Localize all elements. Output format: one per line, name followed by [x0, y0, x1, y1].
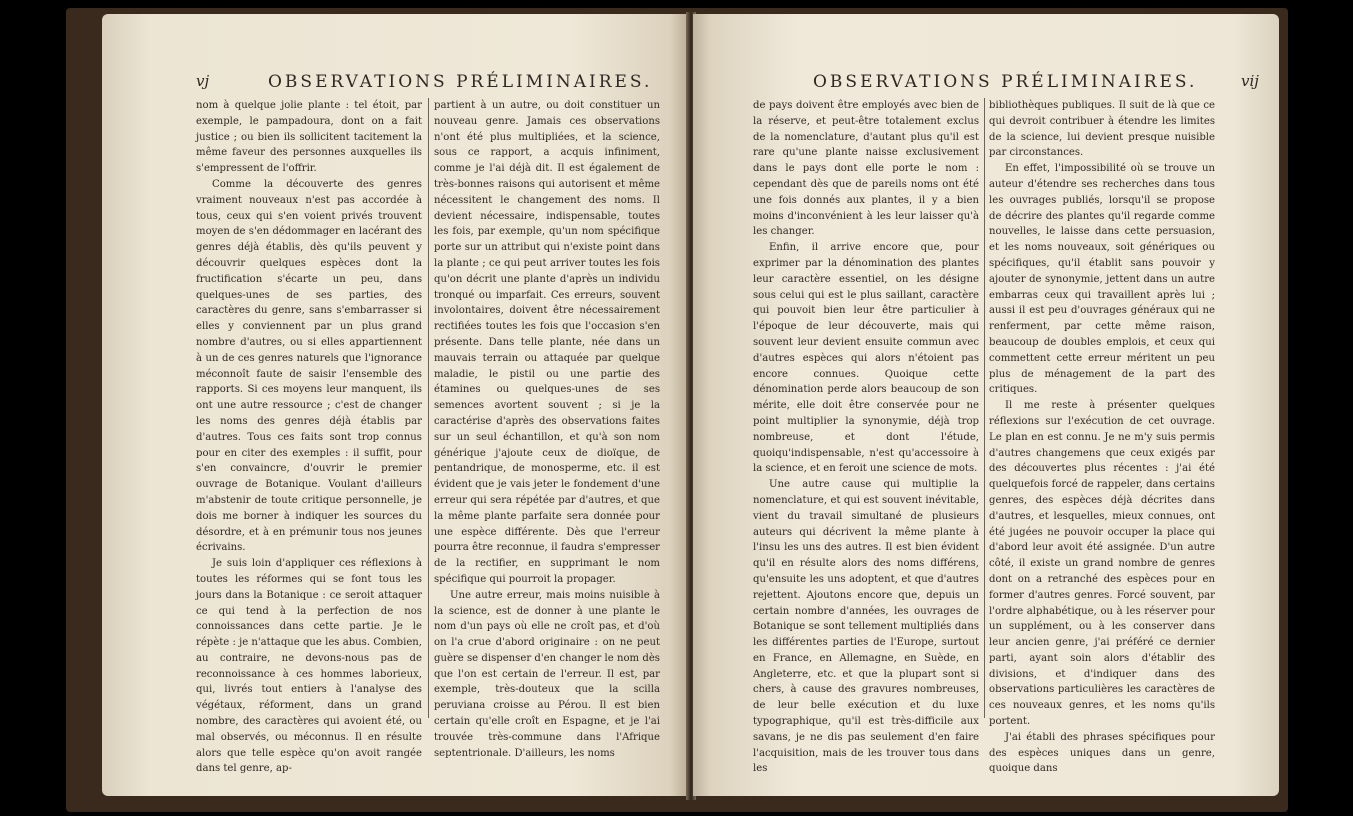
left-folio: vj: [196, 72, 210, 90]
column-rule: [428, 98, 429, 718]
left-page: [102, 14, 688, 796]
paragraph: de pays doivent être employés avec bien de la réserve, et peut-être totalement exclus de la nomenclature, d'autant plus qu'il est rare qu'une plante naisse exclusivement dans le pays dont elle porte le nom : cependant dès que de pareils noms ont été une fois donnés aux plantes, il y a bien moins d'inconvénient à les leur laisser qu'à les changer.: [753, 100, 979, 238]
right-column-1: [753, 98, 979, 777]
paragraph: Une autre cause qui multiplie la nomenclature, et qui est souvent inévitable, vient du travail simultané de plusieurs auteurs qui décrivent la même plante à l'insu les uns des autres. Il est bien évident qu'il en résulte alors des noms différens, qu'ensuite les uns adoptent, et que d'autres rejettent. Ajoutons encore que, depuis un certain nombre d'années, les ouvrages de Botanique se sont tellement multipliés dans les différentes parties de l'Europe, surtout en France, en Allemagne, en Suède, en Angleterre, etc. et que la plupart sont si chers, à cause des gravures nombreuses, de leur belle exécution et du luxe typographique, qu'il est très-difficile aux savans, je ne dis pas seulement d'en faire l'acquisition, mais de les trouver tous dans les: [753, 479, 979, 775]
paragraph: Comme la découverte des genres vraiment nouveaux n'est pas accordée à tous, ceux qui s'en voient privés trouvent moyen de s'en dédommager en lacérant des genres déjà établis, dès qu'ils peuvent y découvrir quelques espèces dont la fructification s'écarte un peu, dans quelques-unes de ses parties, des caractères du genre, sans s'embarrasser si elles y conviennent par un plus grand nombre d'autres, ou si elles appartiennent à un de ces genres naturels que l'ignorance méconnoît faute de saisir l'ensemble des rapports. Si ces moyens leur manquent, ils ont une autre ressource ; c'est de changer les noms des genres déjà établis par d'autres. Tous ces faits sont trop connus pour en citer des exemples : il suffit, pour s'en convaincre, d'ouvrir le premier ouvrage de Botanique. Voulant d'ailleurs m'abstenir de toute critique personnelle, je dois me borner à indiquer les sources du désordre, et à en prémunir tous nos jeunes écrivains.: [196, 178, 422, 554]
right-page: [693, 14, 1279, 796]
right-running-head: OBSERVATIONS PRÉLIMINAIRES.: [813, 72, 1198, 92]
column-rule: [984, 98, 985, 718]
paragraph: Je suis loin d'appliquer ces réflexions à toutes les réformes qui se font tous les jours dans la Botanique : ce seroit attaquer ce qui tend à la perfection de nos connoissances dans cette partie. Je le répète : je n'attaque que les abus. Combien, au contraire, ne devons-nous pas de reconnoissance à ces hommes laborieux, qui, livrés tout entiers à l'analyse des végétaux, réforment, dans un grand nombre, des caractères qui avoient été, ou mal observés, ou méconnus. Il en résulte alors que telle espèce qu'on avoit rangée dans tel genre, ap-: [196, 558, 423, 775]
left-running-head: OBSERVATIONS PRÉLIMINAIRES.: [268, 72, 653, 92]
right-folio: vij: [1241, 72, 1259, 90]
paragraph: bibliothèques publiques. Il suit de là que ce qui devroit contribuer à étendre les limites de la science, lui devient presque nuisible par circonstances.: [989, 100, 1215, 159]
paragraph: nom à quelque jolie plante : tel étoit, par exemple, le pampadoura, dont on a fait justice ; ou bien ils sollicitent tacitement la même faveur des personnes auxquelles ils s'empressent de l'offrir.: [196, 100, 422, 175]
paragraph: Il me reste à présenter quelques réflexions sur l'exécution de cet ouvrage. Le plan en est connu. Je ne m'y suis permis d'autres changemens que ceux exigés par des découvertes plus récentes : j'ai été quelquefois forcé de rappeler, dans certains genres, des espèces déjà décrites dans d'autres, et lesquelles, mieux connues, ont été jugées ne pouvoir occuper la place qui d'abord leur avoit été assignée. D'un autre côté, il existe un grand nombre de genres dont on a retranché des espèces pour en former d'autres genres. Forcé souvent, par l'ordre alphabétique, ou à les réserver pour un supplément, ou à les conserver dans leur ancien genre, j'ai préféré ce dernier parti, ayant soin alors d'établir des divisions, et d'indiquer dans des observations particulières les caractères de ces nouveaux genres, et les noms qu'ils portent.: [989, 400, 1215, 728]
paragraph: Une autre erreur, mais moins nuisible à la science, est de donner à une plante le nom d'un pays où elle ne croît pas, et d'où on l'a crue d'abord originaire : on ne peut guère se dispenser d'en changer le nom dès que l'on est certain de l'erreur. Il est, par exemple, très-douteux que la scilla peruviana croisse au Pérou. Il est bien certain qu'elle croît en Espagne, et je l'ai trouvée très-commune dans l'Afrique septentrionale. D'ailleurs, les noms: [434, 589, 660, 759]
right-column-2: [989, 98, 1215, 777]
paragraph: partient à un autre, ou doit constituer un nouveau genre. Jamais ces observations n'ont été plus multipliées, et la science, sous ce rapport, a acquis infiniment, comme je l'ai déjà dit. Il est également de très-bonnes raisons qui autorisent et même nécessitent le changement des noms. Il devient nécessaire, indispensable, toutes les fois, par exemple, qu'un nom spécifique porte sur un attribut qui n'existe point dans la plante ; ce qui peut arriver toutes les fois qu'on décrit une plante d'après un individu tronqué ou imparfait. Ces erreurs, souvent involontaires, doivent être nécessairement rectifiées toutes les fois que l'occasion s'en présente. Dans telle plante, née dans un mauvais terrain ou attaquée par quelque maladie, le pistil ou une partie des étamines ou quelques-unes de ses semences avortent souvent ; si je la caractérise d'après des observations faites sur un seul échantillon, et qu'à son nom générique j'ajoute ceux de dioïque, de pentandrique, de monosperme, etc. il est évident que je vais jeter le fondement d'une erreur qui sera répétée par d'autres, et que la même plante parfaite sera donnée pour une espèce différente. Dès que l'erreur pourra être reconnue, il faudra s'empresser de la rectifier, en supprimant le nom spécifique qui pourroit la propager.: [434, 100, 660, 585]
left-column-2: [434, 98, 660, 761]
paragraph: En effet, l'impossibilité où se trouve un auteur d'étendre ses recherches dans tous les ouvrages publiés, lorsqu'il se propose de décrire des plantes qu'il regarde comme nouvelles, le laisse dans cette persuasion, et les noms nouveaux, soit génériques ou spécifiques, qu'il établit sans pouvoir y ajouter de synonymie, jettent dans un autre embarras ceux qui travaillent après lui ; aussi il est peu d'ouvrages généraux qui ne renferment, par cette même raison, beaucoup de doubles emplois, et ceux qui commettent cette erreur méritent un peu plus de ménagement de la part des critiques.: [989, 163, 1215, 396]
left-column-1: [196, 98, 422, 777]
paragraph: Enfin, il arrive encore que, pour exprimer par la dénomination des plantes leur caractère essentiel, on les désigne sous celui qui est le plus saillant, caractère qui pouvoit bien leur être particulier à l'époque de leur découverte, mais qui souvent leur devient ensuite commun avec d'autres espèces qui alors n'étoient pas encore connues. Quoique cette dénomination perde alors beaucoup de son mérite, elle doit être conservée pour ne point multiplier la synonymie, déjà trop nombreuse, et dont l'étude, quoiqu'indispensable, n'est qu'accessoire à la science, et en feroit une science de mots.: [753, 242, 979, 475]
paragraph: J'ai établi des phrases spécifiques pour des espèces uniques dans un genre, quoique dans: [989, 731, 1215, 775]
